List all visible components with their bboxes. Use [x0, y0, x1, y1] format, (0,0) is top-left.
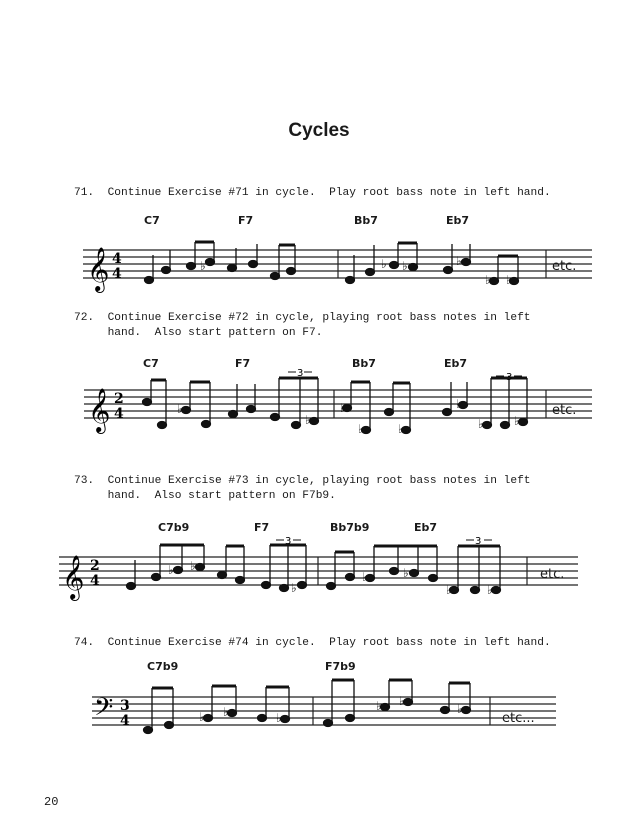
svg-text:4: 4 — [90, 573, 100, 589]
exercise-71-etc: etc. — [552, 259, 577, 274]
svg-text:♭: ♭ — [223, 705, 229, 719]
exercise-74-instruction: 74. Continue Exercise #74 in cycle. Play root bass note in left hand. — [74, 637, 551, 649]
svg-text:♭: ♭ — [456, 254, 462, 268]
exercise-72-chord-1: C7 — [143, 357, 159, 370]
staff-73 — [59, 536, 578, 601]
exercise-72-chord-4: Eb7 — [444, 357, 468, 370]
exercise-74-etc: etc... — [502, 711, 535, 726]
svg-text:2: 2 — [114, 391, 124, 407]
svg-text:♭: ♭ — [381, 257, 387, 271]
svg-text:♭: ♭ — [399, 694, 405, 708]
triplet-label: 3 — [475, 536, 482, 547]
exercise-72-chord-2: F7 — [235, 357, 251, 370]
exercise-71-chord-2: F7 — [238, 214, 254, 227]
treble-clef-icon: 𝄞 — [88, 388, 111, 432]
svg-text:♭: ♭ — [506, 273, 512, 287]
staff-74 — [92, 680, 556, 734]
svg-text:♭: ♭ — [446, 583, 452, 597]
triplet-label: 3 — [506, 372, 513, 383]
exercise-73-etc: etc. — [540, 567, 565, 582]
svg-text:♭: ♭ — [376, 699, 382, 713]
svg-text:♭: ♭ — [485, 273, 491, 287]
exercise-71-chord-1: C7 — [144, 214, 160, 227]
svg-text:♭: ♭ — [276, 711, 282, 725]
svg-text:♭: ♭ — [403, 566, 409, 580]
svg-text:4: 4 — [120, 713, 130, 729]
exercise-72-etc: etc. — [552, 403, 577, 418]
triplet-label: 3 — [285, 536, 292, 547]
svg-text:♭: ♭ — [362, 570, 368, 584]
exercise-73-chord-4: Eb7 — [414, 521, 438, 534]
svg-text:4: 4 — [112, 251, 122, 267]
svg-text:♭: ♭ — [340, 401, 346, 415]
svg-text:♭: ♭ — [457, 702, 463, 716]
exercise-71-chord-3: Bb7 — [354, 214, 378, 227]
staff-72 — [84, 368, 592, 436]
svg-text:♭: ♭ — [168, 563, 174, 577]
exercise-74-chord-1: C7b9 — [147, 660, 179, 673]
treble-clef-icon: 𝄞 — [87, 247, 110, 291]
page-number: 20 — [44, 795, 59, 809]
svg-text:♭: ♭ — [177, 402, 183, 416]
svg-text:♭: ♭ — [402, 259, 408, 273]
svg-text:♭: ♭ — [200, 259, 206, 273]
bass-clef-icon: 𝄢 — [94, 693, 114, 728]
page-title: Cycles — [288, 120, 350, 141]
exercise-73-chord-3: Bb7b9 — [330, 521, 370, 534]
exercise-72-chord-3: Bb7 — [352, 357, 376, 370]
svg-text:♭: ♭ — [487, 583, 493, 597]
svg-text:♭: ♭ — [514, 414, 520, 428]
exercise-73-chord-1: C7b9 — [158, 521, 190, 534]
triplet-label: 3 — [297, 368, 304, 379]
svg-text:♭: ♭ — [478, 417, 484, 431]
svg-text:♭: ♭ — [291, 581, 297, 595]
exercise-72-instruction: 72. Continue Exercise #72 in cycle, playing root bass notes in left hand. Also start pattern on F7. — [74, 312, 531, 339]
svg-text:♭: ♭ — [199, 710, 205, 724]
svg-text:♭: ♭ — [305, 413, 311, 427]
exercise-73-chord-2: F7 — [254, 521, 270, 534]
exercise-71-instruction: 71. Continue Exercise #71 in cycle. Play root bass note in left hand. — [74, 187, 551, 199]
exercise-71-chord-4: Eb7 — [446, 214, 470, 227]
svg-text:♭: ♭ — [456, 397, 462, 411]
svg-text:4: 4 — [114, 406, 124, 422]
staff-71 — [83, 242, 592, 293]
svg-text:♭: ♭ — [190, 559, 196, 573]
svg-text:4: 4 — [112, 266, 122, 282]
treble-clef-icon: 𝄞 — [62, 555, 85, 599]
exercise-73-instruction: 73. Continue Exercise #73 in cycle, playing root bass notes in left hand. Also start pattern on F7b9. — [74, 475, 531, 502]
svg-text:♭: ♭ — [398, 422, 404, 436]
svg-text:♭: ♭ — [358, 422, 364, 436]
svg-text:2: 2 — [90, 558, 100, 574]
exercise-74-chord-2: F7b9 — [325, 660, 356, 673]
svg-text:3: 3 — [120, 698, 130, 714]
